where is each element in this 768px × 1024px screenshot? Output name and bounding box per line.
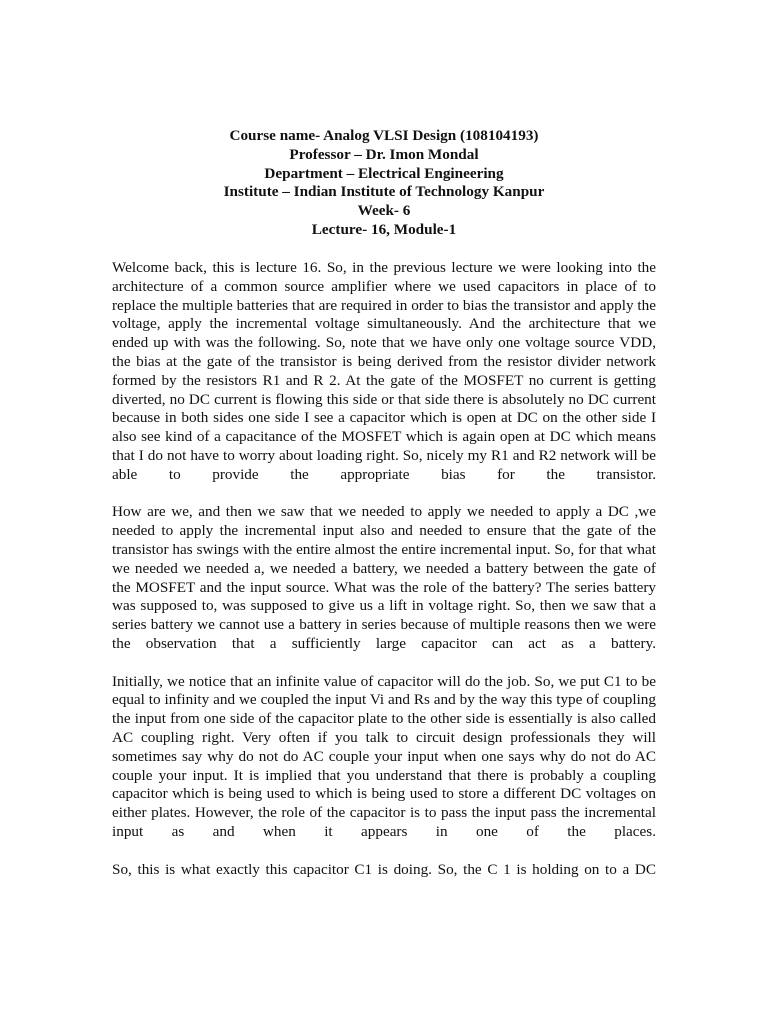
body-paragraph: How are we, and then we saw that we needed to apply we needed to apply a DC ,we needed to apply the incremental input also and needed to ensure that the gate of the transistor has swings with the entire almost the entire incremental input. So, for that what we needed we needed a, we needed a battery, we needed a battery between the gate of the MOSFET and the input source. What was the role of the battery? The series battery was supposed to, was supposed to give us a lift in voltage right. So, then we saw that a series battery we cannot use a battery in series because of multiple reasons then we were the observation that a sufficiently large capacitor can act as a battery. [112, 503, 656, 652]
course-name: Course name- Analog VLSI Design (108104193) [229, 127, 539, 144]
professor-name: Professor – Dr. Imon Mondal [289, 145, 479, 163]
document-header [112, 127, 656, 240]
department-name: Department – Electrical Engineering [264, 164, 504, 182]
week-label: Week- 6 [357, 202, 411, 220]
body-paragraph: Welcome back, this is lecture 16. So, in the previous lecture we were looking into the architecture of a common source amplifier where we used capacitors in place of to replace the multiple batteries that are required in order to bias the transistor and apply the voltage, apply the incremental voltage simultaneously. And the architecture that we ended up with was the following. So, note that we have only one voltage source VDD, the bias at the gate of the transistor is being derived from the resistor divider network formed by the resistors R1 and R 2. At the gate of the MOSFET no current is getting diverted, no DC current is flowing this side or that side there is absolutely no DC current because in both sides one side I see a capacitor which is open at DC on the other side I also see kind of a capacitance of the MOSFET which is again open at DC which means that I do not have to worry about loading right. So, nicely my R1 and R2 network will be able to provide the appropriate bias for the transistor. [112, 259, 656, 483]
document-body [112, 259, 656, 898]
institute-name: Institute – Indian Institute of Technology Kanpur [223, 183, 545, 201]
lecture-label: Lecture- 16, Module-1 [311, 220, 457, 238]
body-paragraph: So, this is what exactly this capacitor C1 is doing. So, the C 1 is holding on to a DC [112, 860, 656, 878]
body-paragraph: Initially, we notice that an infinite value of capacitor will do the job. So, we put C1 to be equal to infinity and we coupled the input Vi and Rs and by the way this type of coupling the input from one side of the capacitor plate to the other side is essentially is also called AC coupling right. Very often if you talk to circuit design professionals they will sometimes say why do not do AC couple your input when one says why do not do AC couple your input. It is implied that you understand that there is probably a coupling capacitor which is being used to which is being used to store a different DC voltages on either plates. However, the role of the capacitor is to pass the input pass the incremental input as and when it appears in one of the places. [112, 672, 656, 840]
